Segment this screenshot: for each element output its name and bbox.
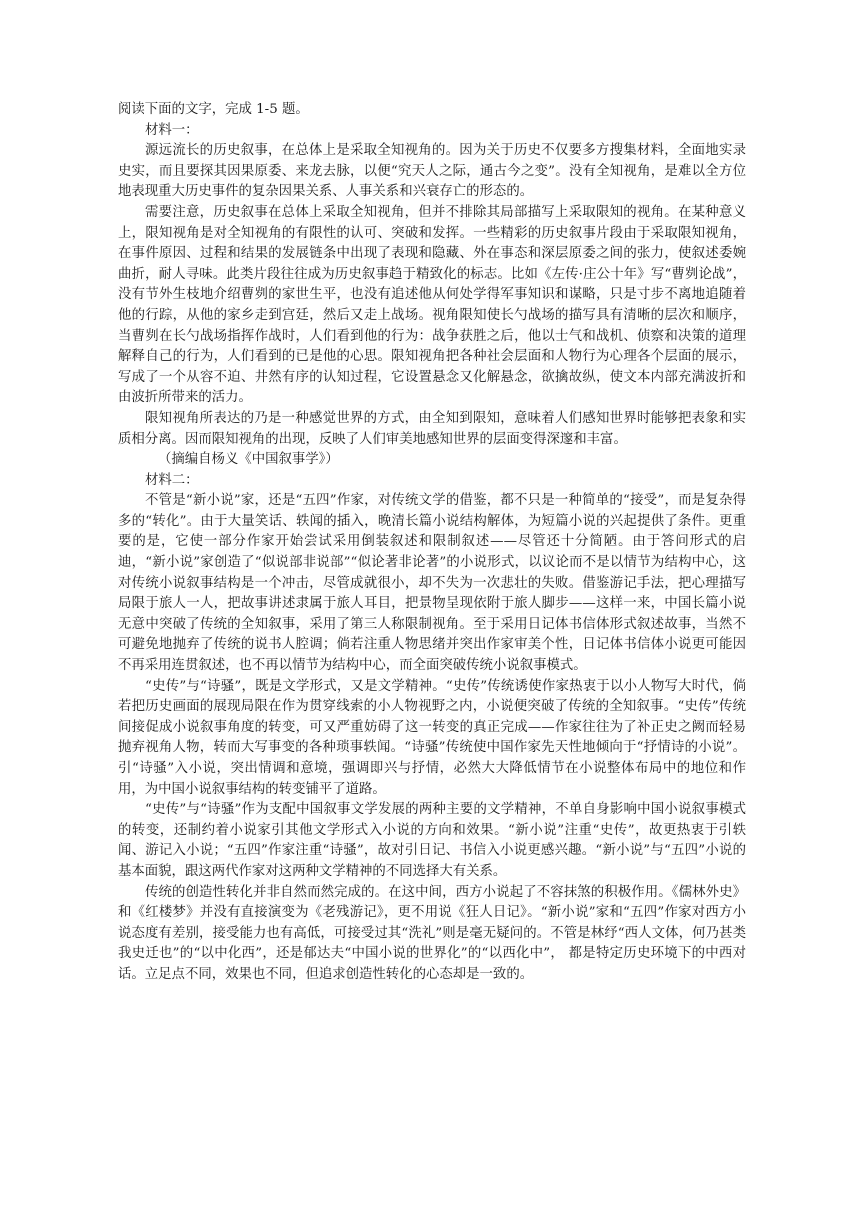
material-1-paragraph-3: 限知视角所表达的乃是一种感觉世界的方式，由全知到限知，意味着人们感知世界时能够把表象和实质相分离。因而限知视角的出现，反映了人们审美地感知世界的层面变得深邃和丰富。 <box>118 410 746 447</box>
material-2-paragraph-1: 不管是“新小说”家，还是“五四”作家，对传统文学的借鉴，都不只是一种简单的“接受”，而是复杂得多的“转化”。由于大量笑话、轶闻的插入，晚清长篇小说结构解体，为短篇小说的兴起提供了条件。更重要的是，它使一部分作家开始尝试采用倒装叙述和限制叙述——尽管还十分简陋。由于答问形式的启迪，“新小说”家创造了“似说部非说部”“似论著非论著”的小说形式，以议论而不是以情节为结构中心，这对传统小说叙事结构是一个冲击，尽管成就很小，却不失为一次悲壮的失败。借鉴游记手法，把心理描写局限于旅人一人，把故事讲述隶属于旅人耳目，把景物呈现依附于旅人脚步——这样一来，中国长篇小说无意中突破了传统的全知叙事，采用了第三人称限制视角。至于采用日记体书信体形式叙述故事，当然不可避免地抛弃了传统的说书人腔调；倘若注重人物思绪并突出作家审美个性，日记体书信体小说更可能因不再采用连贯叙述，也不再以情节为结构中心，而全面突破传统小说叙事模式。 <box>118 493 746 674</box>
material-2-paragraph-4: 传统的创造性转化并非自然而然完成的。在这中间，西方小说起了不容抹煞的积极作用。《儒林外史》和《红楼梦》并没有直接演变为《老残游记》，更不用说《狂人日记》。“新小说”家和“五四”作家对西方小说态度有差别，接受能力也有高低，可接受过其“洗礼”则是毫无疑问的。不管是林纾“西人文体，何乃甚类我史迁也”的“以中化西”，还是郁达夫“中国小说的世界化”的“以西化中”， 都是特定历史环境下的中西对话。立足点不同，效果也不同，但追求创造性转化的心态却是一致的。 <box>118 884 746 982</box>
instruction-line: 阅读下面的文字，完成 1-5 题。 <box>118 102 309 117</box>
material-1-source: （摘编自杨义《中国叙事学》） <box>158 452 339 468</box>
material-2-paragraph-2: “史传”与“诗骚”，既是文学形式，又是文学精神。“史传”传统诱使作家热衷于以小人物写大时代，倘若把历史画面的展现局限在作为贯穿线索的小人物视野之内，小说便突破了传统的全知叙事。“史传”传统间接促成小说叙事角度的转变，可又严重妨碍了这一转变的真正完成——作家往往为了补正史之阙而轻易抛弃视角人物，转而大写事变的各种琐事轶闻。“诗骚”传统使中国作家先天性地倾向于“抒情诗的小说”。引“诗骚”入小说，突出情调和意境，强调即兴与抒情，必然大大降低情节在小说整体布局中的地位和作用，为中国小说叙事结构的转变铺平了道路。 <box>118 678 746 797</box>
material-1-label: 材料一： <box>145 122 199 138</box>
material-2-label: 材料二： <box>145 472 199 488</box>
material-2-paragraph-3: “史传”与“诗骚”作为支配中国叙事文学发展的两种主要的文学精神，不单自身影响中国小说叙事模式的转变，还制约着小说家引其他文学形式入小说的方向和效果。“新小说”注重“史传”，故更热衷于引轶闻、游记入小说；“五四”作家注重“诗骚”，故对引日记、书信入小说更感兴趣。“新小说”与“五四”小说的基本面貌，跟这两代作家对这两种文学精神的不同选择大有关系。 <box>118 802 746 879</box>
material-1-paragraph-1: 源远流长的历史叙事，在总体上是采取全知视角的。因为关于历史不仅要多方搜集材料，全面地实录史实，而且要探其因果原委、来龙去脉，以便“究天人之际，通古今之变”。没有全知视角，是难以全方位地表现重大历史事件的复杂因果关系、人事关系和兴衰存亡的形态的。 <box>118 143 746 200</box>
material-1-paragraph-2: 需要注意，历史叙事在总体上采取全知视角，但并不排除其局部描写上采取限知的视角。在某种意义上，限知视角是对全知视角的有限性的认可、突破和发挥。一些精彩的历史叙事片段由于采取限知视角，在事件原因、过程和结果的发展链条中出现了表现和隐藏、外在事态和深层原委之间的张力，使叙述委婉曲折，耐人寻味。此类片段往往成为历史叙事趋于精致化的标志。比如《左传·庄公十年》写“曹刿论战”，没有节外生枝地介绍曹刿的家世生平，也没有追述他从何处学得军事知识和谋略，只是寸步不离地追随着他的行踪，从他的家乡走到宫廷，然后又走上战场。视角限知使长勺战场的描写具有清晰的层次和顺序，当曹刿在长勺战场指挥作战时，人们看到他的行为：战争获胜之后，他以士气和战机、侦察和决策的道理解释自己的行为，人们看到的已是他的心思。限知视角把各种社会层面和人物行为心理各个层面的展示，写成了一个从容不迫、井然有序的认知过程，它设置悬念又化解悬念，欲擒故纵，使文本内部充满波折和由波折所带来的活力。 <box>118 204 746 406</box>
reading-passage <box>118 100 746 986</box>
